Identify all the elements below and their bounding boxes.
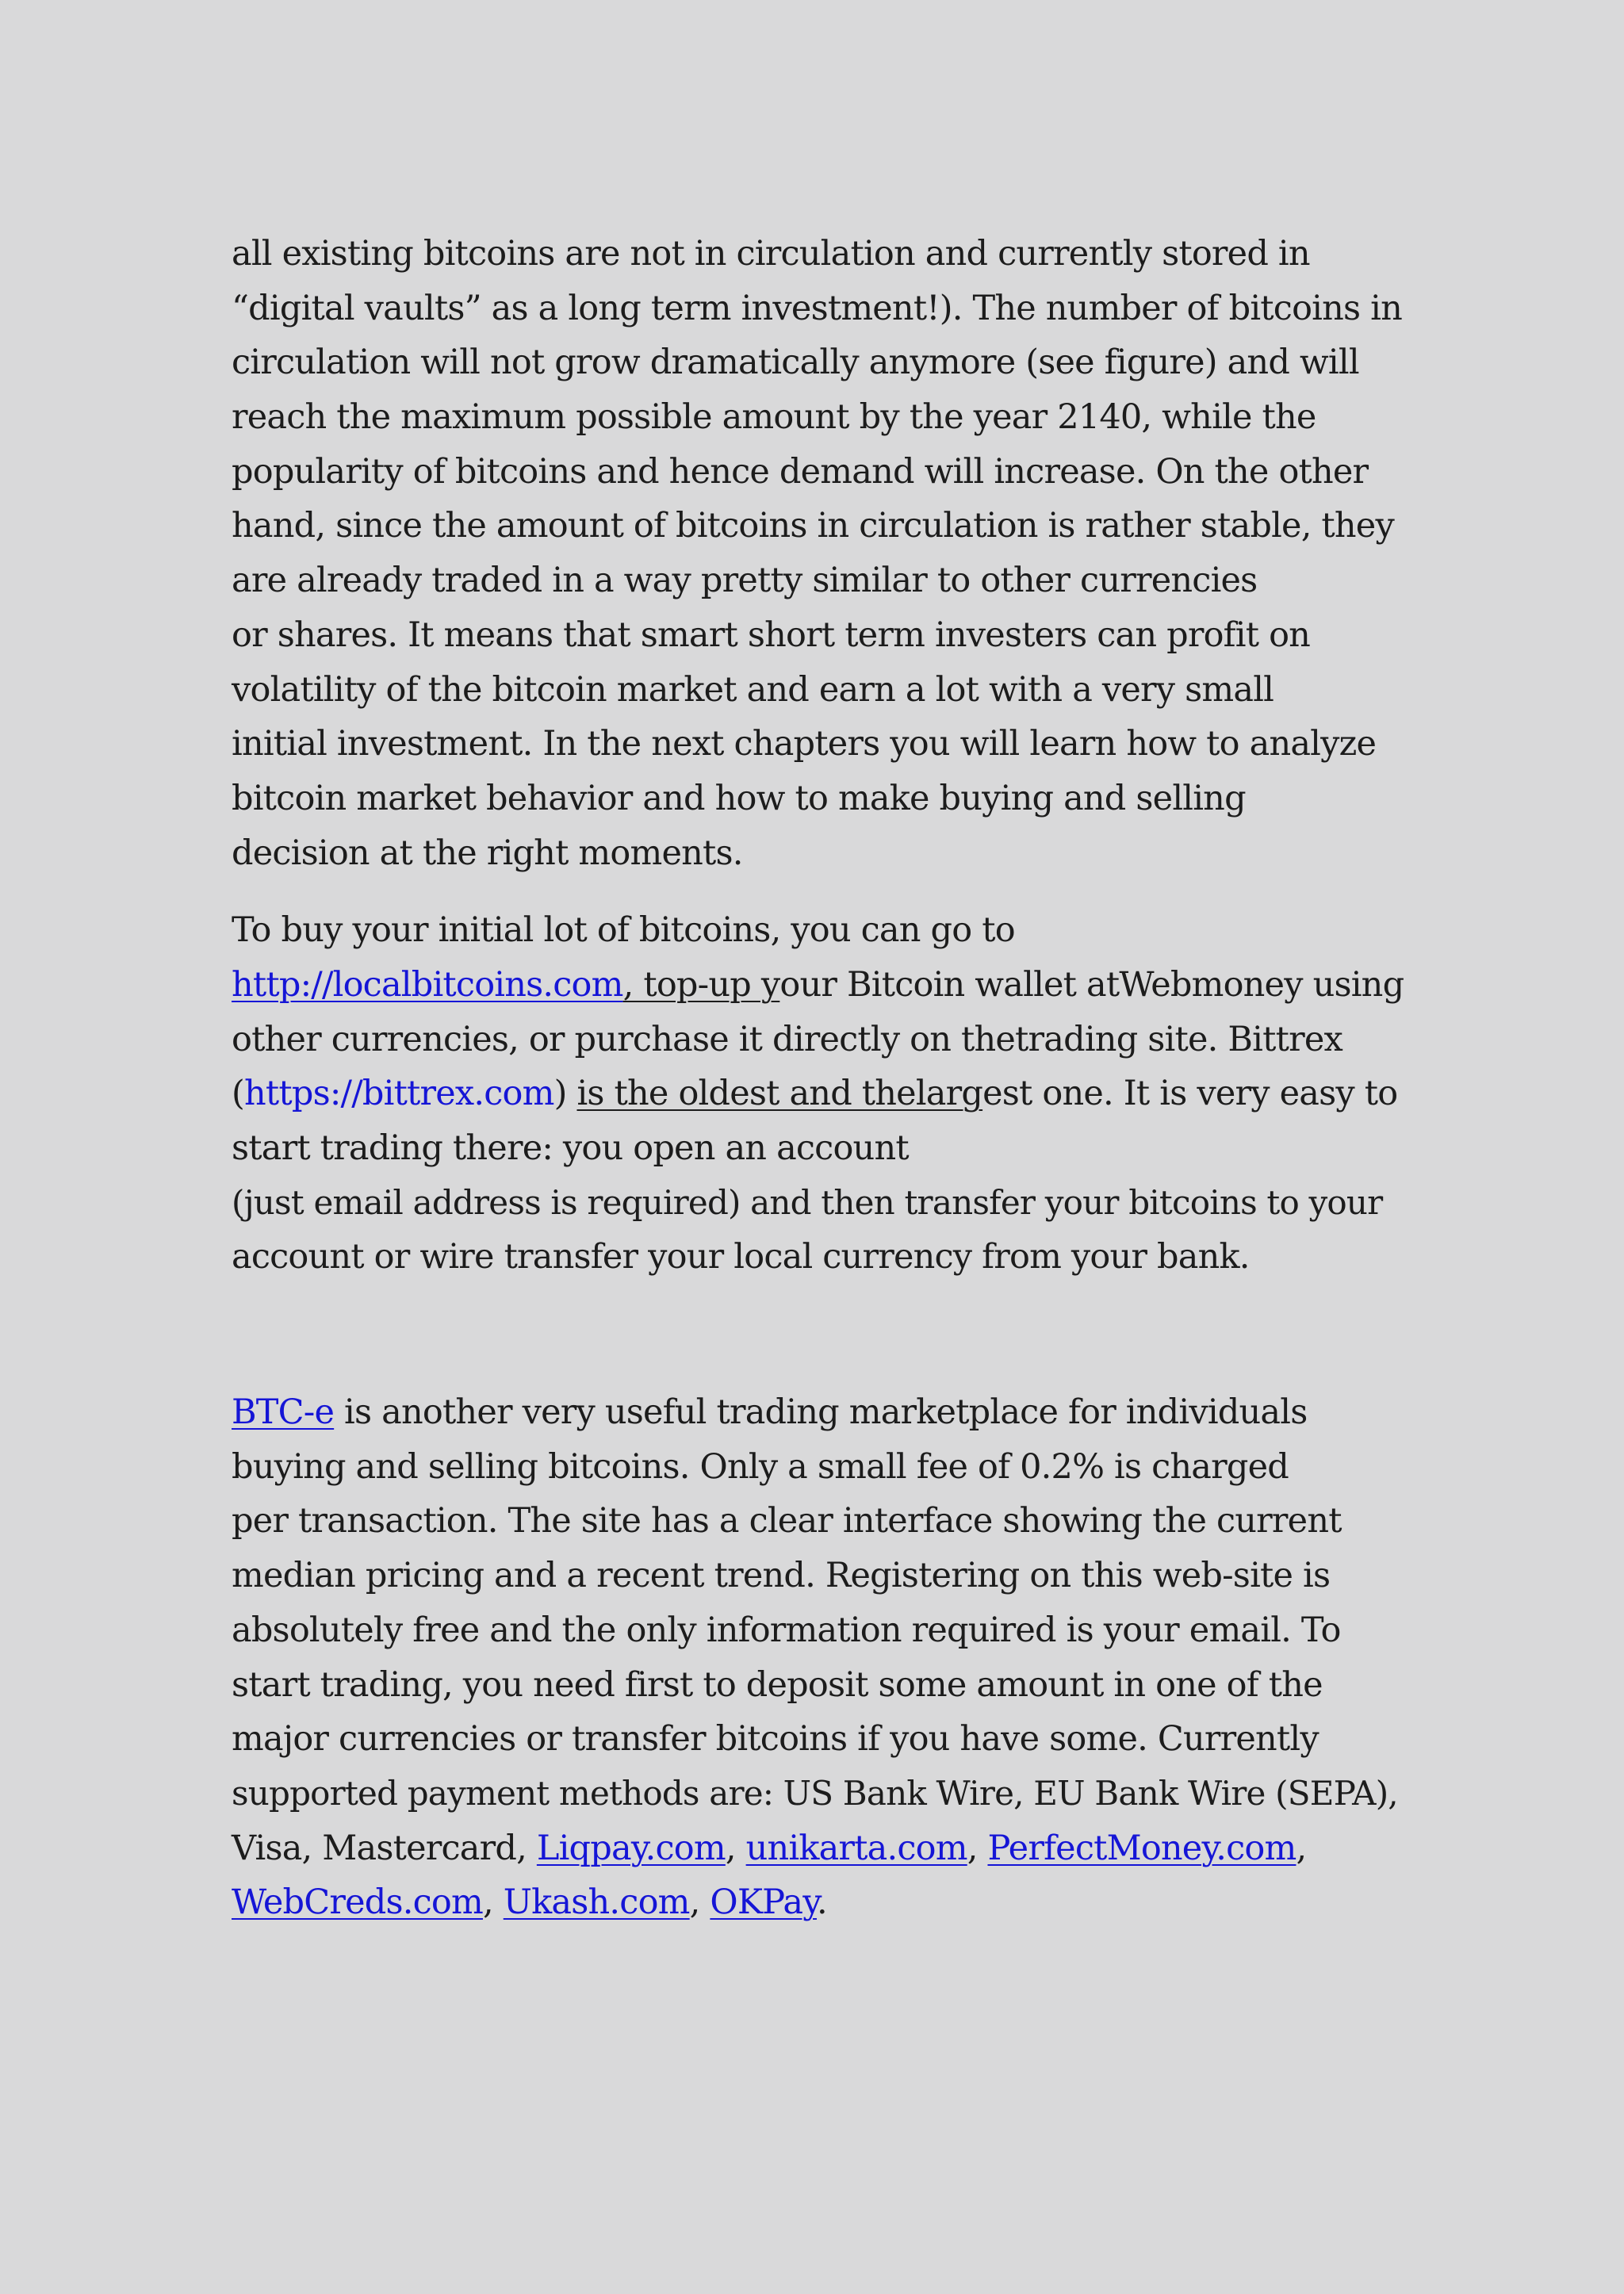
text-line	[232, 1067, 1405, 1121]
paragraph-spacer	[232, 880, 1405, 903]
text-line: bitcoin market behavior and how to make buying and selling	[232, 778, 1246, 818]
perfectmoney-link[interactable]: PerfectMoney.com	[987, 1828, 1297, 1868]
paragraph-2	[232, 903, 1405, 1285]
text-line: circulation will not grow dramatically anymore (see figure) and will	[232, 343, 1359, 383]
paragraph-spacer	[232, 1285, 1405, 1385]
text-span: our Bitcoin wallet atWebmoney using	[779, 964, 1404, 1005]
bittrex-link[interactable]: https://bittrex.com	[243, 1074, 554, 1114]
text-line: decision at the right moments.	[232, 833, 743, 873]
paragraph-1	[232, 227, 1405, 880]
text-span: est one. It is very easy to	[982, 1074, 1398, 1114]
final-period: .	[817, 1882, 827, 1923]
text-line: popularity of bitcoins and hence demand will increase. On the other	[232, 451, 1369, 492]
text-line: other currencies, or purchase it directly on thetrading site. Bittrex	[232, 1019, 1342, 1059]
separator: ,	[967, 1828, 988, 1868]
text-line: or shares. It means that smart short term investers can profit on	[232, 615, 1311, 655]
separator: ,	[725, 1828, 746, 1868]
text-line: initial investment. In the next chapters you will learn how to analyze	[232, 724, 1377, 764]
text-line: (just email address is required) and then transfer your bitcoins to your	[232, 1182, 1383, 1222]
text-line: all existing bitcoins are not in circulation and currently stored in	[232, 234, 1310, 274]
text-line: hand, since the amount of bitcoins in circulation is rather stable, they	[232, 506, 1394, 546]
trailing-comma: ,	[1296, 1828, 1307, 1868]
okpay-link[interactable]: OKPay	[710, 1882, 817, 1923]
text-line	[232, 1385, 1405, 1440]
text-line	[232, 1821, 1405, 1876]
localbitcoins-link[interactable]: http://localbitcoins.com	[232, 964, 623, 1005]
separator: ,	[482, 1882, 504, 1923]
unikarta-link[interactable]: unikarta.com	[745, 1828, 967, 1868]
text-line: per transaction. The site has a clear interface showing the current	[232, 1501, 1342, 1541]
webcreds-link[interactable]: WebCreds.com	[232, 1882, 483, 1923]
text-line: account or wire transfer your local currency from your bank.	[232, 1237, 1250, 1277]
text-line: volatility of the bitcoin market and earn a lot with a very small	[232, 669, 1274, 710]
text-line	[232, 958, 1405, 1013]
text-line: start trading, you need first to deposit some amount in one of the	[232, 1664, 1323, 1705]
close-paren: )	[553, 1074, 577, 1114]
text-line: major currencies or transfer bitcoins if you have some. Currently	[232, 1719, 1319, 1760]
separator: ,	[689, 1882, 710, 1923]
text-line	[232, 1875, 1405, 1930]
ukash-link[interactable]: Ukash.com	[503, 1882, 690, 1923]
btce-link[interactable]: BTC-e	[232, 1392, 335, 1433]
text-line: start trading there: you open an account	[232, 1128, 909, 1168]
open-paren: (	[232, 1074, 244, 1114]
text-span: is another very useful trading marketplace for individuals	[334, 1392, 1308, 1433]
paragraph-3	[232, 1385, 1405, 1930]
text-line: reach the maximum possible amount by the year 2140, while the	[232, 397, 1316, 438]
text-line: absolutely free and the only information required is your email. To	[232, 1610, 1341, 1650]
text-line: are already traded in a way pretty similar to other currencies	[232, 561, 1258, 601]
text-span: Visa, Mastercard,	[232, 1828, 537, 1868]
underlined-text: is the oldest and thelarg	[576, 1074, 983, 1114]
liqpay-link[interactable]: Liqpay.com	[536, 1828, 726, 1868]
underlined-text: , top-up y	[622, 964, 780, 1005]
text-line: buying and selling bitcoins. Only a small fee of 0.2% is charged	[232, 1446, 1289, 1487]
text-line: To buy your initial lot of bitcoins, you can go to	[232, 910, 1015, 951]
text-line: median pricing and a recent trend. Registering on this web-site is	[232, 1556, 1331, 1596]
text-line: supported payment methods are: US Bank Wire, EU Bank Wire (SEPA),	[232, 1773, 1398, 1813]
text-line: “digital vaults” as a long term investment!). The number of bitcoins in	[232, 288, 1402, 328]
document-body	[232, 227, 1405, 1930]
